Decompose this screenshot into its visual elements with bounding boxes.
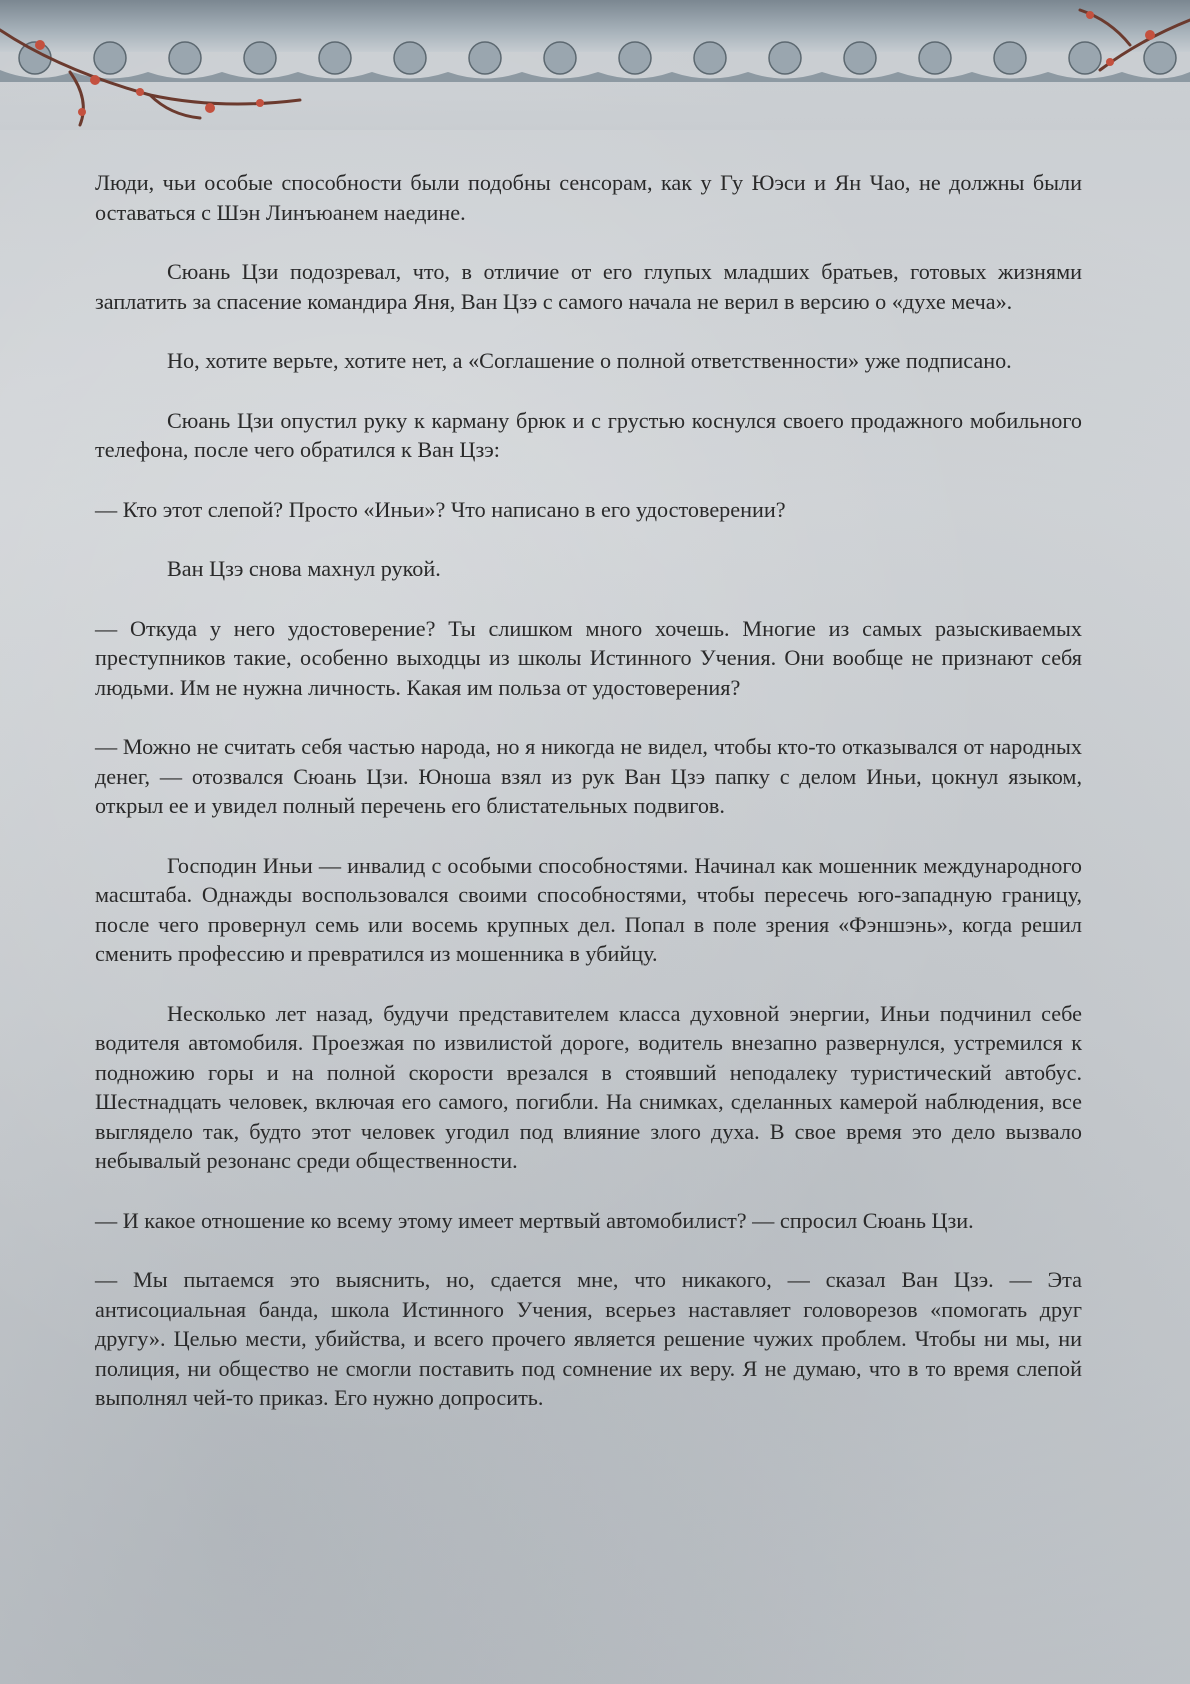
paragraph-7: — Откуда у него удостоверение? Ты слишком много хочешь. Многие из самых разыскиваемых преступников такие, особенно выходцы из школы Истинного Учения. Они вообще не признают себя людьми. Им не нужна личность. Какая им польза от удостоверения? (95, 615, 1082, 700)
paragraph-6: Ван Цзэ снова махнул рукой. (167, 556, 441, 581)
paragraph-12: — Мы пытаемся это выяснить, но, сдается мне, что никакого, — сказал Ван Цзэ. — Эта антисоциальная банда, школа Истинного Учения, всерьез наставляет головорезов «помогать друг другу». Целью мести, убийства, и всего прочего является решение чужих проблем. Чтобы ни мы, ни полиция, ни общество не смогли поставить под сомнение их веру. Я не думаю, что в то время слепой выполнял чей-то приказ. Его нужно допросить. (95, 1267, 1082, 1410)
story-text (95, 168, 1082, 1443)
paragraph-10: Несколько лет назад, будучи представителем класса духовной энергии, Иньи подчинил себе водителя автомобиля. Проезжая по извилистой дороге, водитель внезапно развернулся, устремился к подножию горы и на полной скорости врезался в стоявший неподалеку туристический автобус. Шестнадцать человек, включая его самого, погибли. На снимках, сделанных камерой наблюдения, все выглядело так, будто этот человек угодил под влияние злого духа. В свое время это дело вызвало небывалый резонанс среди общественности. (95, 1000, 1082, 1173)
paragraph-11: — И какое отношение ко всему этому имеет мертвый автомобилист? — спросил Сюань Цзи. (95, 1207, 974, 1233)
paragraph-1: Люди, чьи особые способности были подобны сенсорам, как у Гу Юэси и Ян Чао, не должны были оставаться с Шэн Линъюанем наедине. (95, 170, 1082, 225)
paragraph-5: — Кто этот слепой? Просто «Иньи»? Что написано в его удостоверении? (95, 496, 786, 522)
paragraph-8: — Можно не считать себя частью народа, но я никогда не видел, чтобы кто-то отказывался от народных денег, — отозвался Сюань Цзи. Юноша взял из рук Ван Цзэ папку с делом Иньи, цокнул языком, открыл ее и увидел полный перечень его блистательных подвигов. (95, 734, 1082, 818)
paragraph-9: Господин Иньи — инвалид с особыми способностями. Начинал как мошенник международного масштаба. Однажды воспользовался своими способностями, чтобы пересечь юго-западную границу, после чего провернул семь или восемь крупных дел. Попал в поле зрения «Фэншэнь», когда решил сменить профессию и превратился из мошенника в убийцу. (95, 852, 1082, 966)
paragraph-3: Но, хотите верьте, хотите нет, а «Соглашение о полной ответственности» уже подписано. (167, 348, 1012, 373)
paragraph-2: Сюань Цзи подозревал, что, в отличие от его глупых младших братьев, готовых жизнями заплатить за спасение командира Яня, Ван Цзэ с самого начала не верил в версию о «духе меча». (95, 259, 1082, 314)
paragraph-4: Сюань Цзи опустил руку к карману брюк и с грустью коснулся своего продажного мобильного телефона, после чего обратился к Ван Цзэ: (95, 407, 1082, 462)
roof-tile-header-decoration (0, 0, 1190, 130)
